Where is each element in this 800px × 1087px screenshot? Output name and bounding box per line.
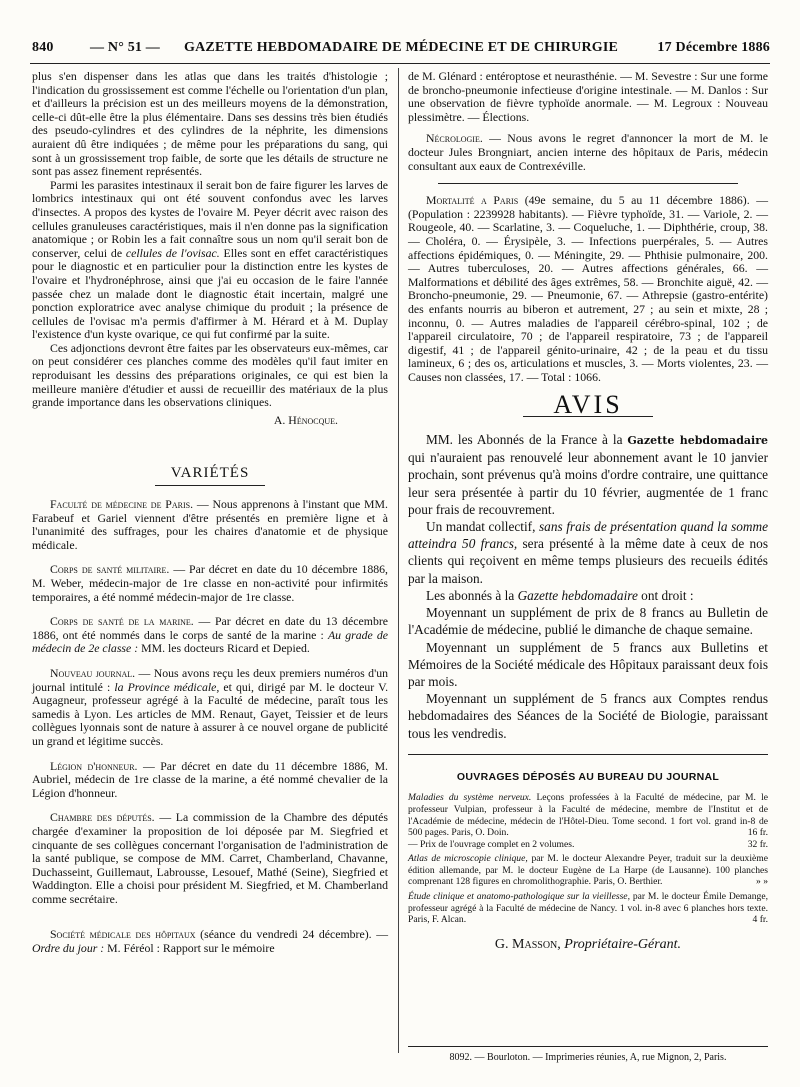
header-rule [30, 63, 770, 64]
news-item: de M. Glénard : entéroptose et neurasthénie. — M. Sevestre : Sur une forme de broncho-pneumonie infectieuse d'origine intestinale. — M. Danlos : Sur une observation de fièvre typhoïde anormale. — M. Legroux : Nouveau plessimètre. — Élections. [408, 69, 768, 124]
avis-paragraph: Les abonnés à la Gazette hebdomadaire ont droit : [426, 587, 694, 603]
article-paragraph: Ces adjonctions devront être faites par les observateurs eux-mêmes, car on peut considérer ces planches comme des modèles qu'il faut imiter en reproduisant les dessins des préparations originales, ce qui est bien la meilleure manière d'étudier et aussi de recueillir des matériaux de la plus grande importance dans les observations cliniques. [32, 340, 388, 410]
page-number: 840 [32, 40, 54, 55]
news-item: Légion d'honneur. — Par décret en date du 11 décembre 1886, M. Aubriel, médecin de 1re classe de la marine, a été nommé chevalier de la Légion d'honneur. [32, 758, 389, 800]
avis-paragraph: Moyennant un supplément de 5 francs aux Comptes rendus hebdomadaires des Séances de la Société de Biologie, paraissant tous les vendredis. [408, 691, 768, 741]
avis-paragraph: Un mandat collectif, sans frais de présentation quand la somme atteindra 50 francs, sera présenté à la même date à ceux de nos clients qui reçoivent en même temps plusieurs des recueils édités par la maison. [408, 519, 769, 586]
journal-title: GAZETTE HEBDOMADAIRE DE MÉDECINE ET DE CHIRURGIE [184, 40, 619, 55]
separator-rule [408, 754, 768, 755]
ouvrage-item: Étude clinique et anatomo-pathologique sur la vieillesse, par M. le docteur Émile Demange, professeur agrégé à la Faculté de médecine de Nancy. 1 vol. in-8 avec 6 planches hors texte. Paris, F. Alcan. 4 fr. [408, 891, 768, 926]
avis-paragraph: Moyennant un supplément de 5 francs aux Bulletins et Mémoires de la Société médicale des Hôpitaux paraissant deux fois par mois. [408, 639, 768, 689]
news-item: Société médicale des hôpitaux (séance du vendredi 24 décembre). — Ordre du jour : M. Féréol : Rapport sur le mémoire [32, 927, 388, 956]
avis-title: AVIS [553, 390, 623, 420]
necrology-item: Nécrologie. — Nous avons le regret d'annoncer la mort de M. le docteur Jules Brongniart, ancien interne des hôpitaux de Paris, médecin consultant aux eaux de Contrexéville. [408, 131, 769, 173]
article-signature: A. Hénocque. [273, 412, 338, 427]
issue-date: 17 Décembre 1886 [657, 40, 770, 55]
article-paragraph: Parmi les parasites intestinaux il serait bon de faire figurer les larves de lombrics intestinaux qui ont été souvent confondus avec les larves d'insectes. A propos des kystes de l'ovaire M. Peyer décrit avec raison des cellules granuleuses caractéristiques, mais il n'en donne pas la signification anatomique ; or Robin les a fait connaître sous un nom qu'il serait bon de conserver, celui de cellules de l'ovisac. Elles sont en effet caractéristiques pour le diagnostic et en particulier pour la distinction entre les kystes de l'ovaire et l'hydronéphrose, ainsi que j'ai eu occasion de le faire l'année passée chez un malade dont le diagnostic était incertain, malgré une ponction exploratrice avec analyse chimique du produit ; la présence de cellules de l'ovisac m'a permis d'affirmer à M. Hérard et à M. Duplay l'existence d'un kyste ovarique, ce qui fut confirmé par la suite. [32, 177, 388, 342]
news-item: Corps de santé militaire. — Par décret en date du 10 décembre 1886, M. Weber, médecin-major de 1re classe en non-activité pour infirmités temporaires, a été nommé médecin-major de 1re classe. [32, 562, 388, 604]
right-column [408, 70, 768, 951]
printer-line: 8092. — Bourloton. — Imprimeries réunies, A, rue Mignon, 2, Paris. [408, 1046, 768, 1063]
publisher-signature: G. Masson, Propriétaire-Gérant. [494, 936, 682, 952]
title-rule [155, 485, 265, 486]
news-item: Corps de santé de la marine. — Par décret en date du 13 décembre 1886, ont été nommés dans le corps de santé de la marine : Au grade de médecin de 2e classe : MM. les docteurs Ricard et Depied. [32, 614, 389, 656]
ouvrages-title: OUVRAGES DÉPOSÉS AU BUREAU DU JOURNAL [456, 770, 720, 783]
mortality-item: Mortalité a Paris (49e semaine, du 5 au 11 décembre 1886). — (Population : 2239928 habitants). — Fièvre typhoïde, 31. — Variole, 2. — Rougeole, 40. — Scarlatine, 3. — Coqueluche, 1. — Diphthérie, croup, 38. — Choléra, 0. — Érysipèle, 3. — Infections puerpérales, 5. — Autres affections épidémiques, 0. — Méningite, 29. — Phthisie pulmonaire, 200. — Autres tuberculoses, 20. — Autres affections générales, 66. — Malformations et débilité des âges extrêmes, 58. — Bronchite aiguë, 42. — Broncho-pneumonie, 29. — Pneumonie, 67. — Athrepsie (gastro-entérite) des enfants nourris au biberon et autrement, 27 ; au sein et mixte, 28 ; inconnu, 0. — Autres maladies de l'appareil cérébro-spinal, 102 ; de l'appareil circulatoire, 70 ; de l'appareil respiratoire, 73 ; de l'appareil digestif, 41 ; de l'appareil génito-urinaire, 42 ; de la peau et du tissu lamineux, 6 ; des os, articulations et muscles, 3. — Morts violentes, 23. — Causes non classées, 17. — Total : 1066. [408, 193, 768, 384]
avis-paragraph: MM. les Abonnés de la France à la Gazette hebdomadaire qui n'auraient pas renouvelé leur abonnement avant le 10 janvier prochain, sont prévenus qu'à moins d'ordre contraire, une quittance leur sera présentée à partir du 10 février, augmentée de 1 franc pour frais de recouvrement. [408, 432, 769, 517]
section-title-varietes: VARIÉTÉS [32, 467, 388, 486]
article-paragraph: plus s'en dispenser dans les atlas que dans les traités d'histologie ; l'indication du grossissement est comme l'échelle ou l'orientation d'un plan, et d'ailleurs la précision est un des meilleurs moyens de la démonstration, celle-ci dût-elle être la plus élémentaire. Dans ses dessins très bien étudiés des pseudo-cylindres et des cylindres de la néphrite, les dimensions auraient dû être indiquées ; de même pour les préparations du sang, qui sont à un grossissement trop faible, de sorte que les détails de structure ne sont pas assez finement représentés. [32, 69, 388, 179]
ouvrage-item: Atlas de microscopie clinique, par M. le docteur Alexandre Peyer, traduit sur la deuxième édition allemande, par M. le docteur Eugène de La Harpe (de Lausanne). 100 planches comprenant 128 figures en chromolithographie. Paris, O. Berthier. » » [408, 853, 768, 888]
avis-paragraph: Moyennant un supplément de prix de 8 francs au Bulletin de l'Académie de médecine, publié le dimanche de chaque semaine. [408, 605, 768, 638]
separator-rule [438, 183, 738, 184]
ouvrages-list [408, 792, 768, 926]
avis-body [408, 431, 768, 742]
news-item: Faculté de médecine de Paris. — Nous apprenons à l'instant que MM. Farabeuf et Gariel viennent d'être présentés en première ligne et à l'unanimité des suffrages, pour les chaires d'anatomie et de physique médicale. [32, 497, 388, 552]
ouvrage-item: Maladies du système nerveux. Leçons professées à la Faculté de médecine, par M. le professeur Vulpian, professeur à la Faculté de médecine, membre de l'Institut et de l'Académie de médecine, médecin de l'Hôtel-Dieu. Tome second. 1 fort vol. grand in-8 de 500 pages. Paris, O. Doin. 16 fr. — Prix de l'ouvrage complet en 2 volumes. 32 fr. [408, 792, 769, 850]
left-column [32, 70, 388, 956]
column-divider [398, 68, 399, 1053]
issue-number: — N° 51 — [90, 40, 161, 55]
news-item: Chambre des députés. — La commission de la Chambre des députés chargée d'examiner la proposition de loi déposée par M. Siegfried et cinquante de ses collègues concernant l'organisation de l'administration de la santé publique, se compose de MM. Carret, Chamberland, Chavanne, Duchasseint, Guillemaut, Labrousse, Lesouef, Mathé (Seine), Siegfried et Waddington. Elle a choisi pour président M. Siegfried, et M. Chamberland comme secrétaire. [32, 810, 389, 906]
news-item: Nouveau journal. — Nous avons reçu les deux premiers numéros d'un journal intitulé : la Province médicale, et qui, dirigé par M. le docteur V. Augagneur, professeur agrégé à la Faculté de médecine, paraît tous les samedis à Lyon. Les articles de MM. Renaut, Gayet, Teissier et de leurs collègues lyonnais sont de nature à assurer à ce nouvel organe de publicité un grand et légitime succès. [32, 665, 389, 748]
